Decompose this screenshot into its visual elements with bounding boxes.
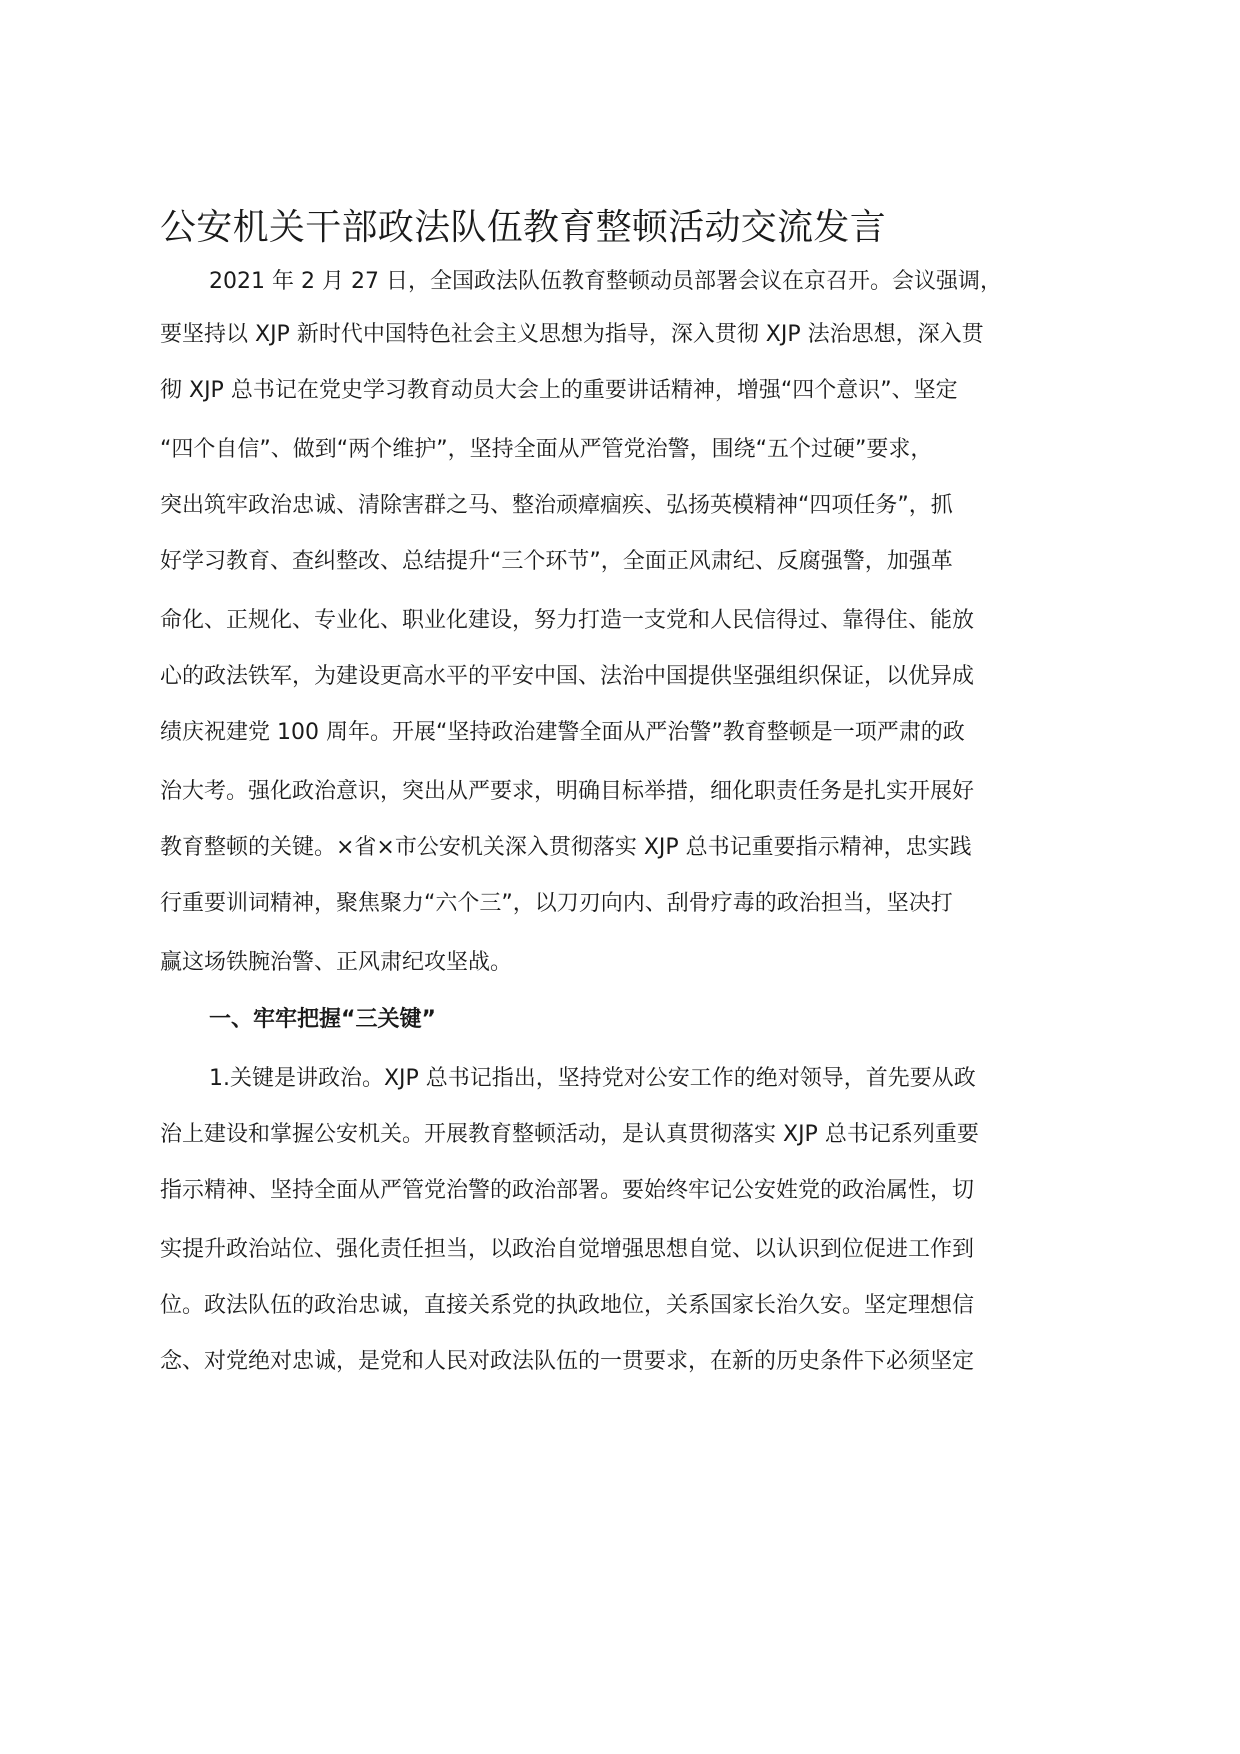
paragraph-line: 念、对党绝对忠诚，是党和人民对政法队伍的一贯要求，在新的历史条件下必须坚定 bbox=[160, 1349, 975, 1374]
paragraph-line: 绩庆祝建党 100 周年。开展“坚持政治建警全面从严治警”教育整顿是一项严肃的政 bbox=[160, 720, 965, 745]
paragraph-line: 行重要训词精神，聚焦聚力“六个三”，以刀刃向内、刮骨疗毒的政治担当，坚决打 bbox=[160, 891, 953, 916]
paragraph-line: 好学习教育、查纠整改、总结提升“三个环节”，全面正风肃纪、反腐强警，加强革 bbox=[160, 549, 953, 574]
paragraph-line: 治大考。强化政治意识，突出从严要求，明确目标举措，细化职责任务是扎实开展好 bbox=[160, 779, 975, 804]
paragraph-line: 治上建设和掌握公安机关。开展教育整顿活动，是认真贯彻落实 XJP 总书记系列重要 bbox=[160, 1122, 979, 1147]
paragraph-line: “四个自信”、做到“两个维护”，坚持全面从严管党治警，围绕“五个过硬”要求， bbox=[160, 437, 933, 462]
paragraph-line: 突出筑牢政治忠诚、清除害群之马、整治顽瘴痼疾、弘扬英模精神“四项任务”，抓 bbox=[160, 493, 953, 518]
paragraph-line: 1.关键是讲政治。XJP 总书记指出，坚持党对公安工作的绝对领导，首先要从政 bbox=[209, 1066, 976, 1091]
paragraph-line: 指示精神、坚持全面从严管党治警的政治部署。要始终牢记公安姓党的政治属性，切 bbox=[160, 1178, 975, 1203]
paragraph-line: 赢这场铁腕治警、正风肃纪攻坚战。 bbox=[160, 950, 513, 975]
document-title: 公安机关干部政法队伍教育整顿活动交流发言 bbox=[160, 207, 887, 248]
paragraph-line: 2021 年 2 月 27 日，全国政法队伍教育整顿动员部署会议在京召开。会议强调， bbox=[209, 269, 1002, 294]
paragraph-line: 实提升政治站位、强化责任担当，以政治自觉增强思想自觉、以认识到位促进工作到 bbox=[160, 1237, 975, 1262]
paragraph-line: 位。政法队伍的政治忠诚，直接关系党的执政地位，关系国家长治久安。坚定理想信 bbox=[160, 1293, 975, 1318]
section-heading: 一、牢牢把握“三关键” bbox=[209, 1007, 436, 1032]
paragraph-line: 心的政法铁军，为建设更高水平的平安中国、法治中国提供坚强组织保证，以优异成 bbox=[160, 664, 975, 689]
paragraph-line: 教育整顿的关键。×省×市公安机关深入贯彻落实 XJP 总书记重要指示精神，忠实践 bbox=[160, 835, 972, 860]
paragraph-line: 彻 XJP 总书记在党史学习教育动员大会上的重要讲话精神，增强“四个意识”、坚定 bbox=[160, 378, 958, 403]
paragraph-line: 要坚持以 XJP 新时代中国特色社会主义思想为指导，深入贯彻 XJP 法治思想，深入贯 bbox=[160, 322, 984, 347]
paragraph-line: 命化、正规化、专业化、职业化建设，努力打造一支党和人民信得过、靠得住、能放 bbox=[160, 608, 975, 633]
